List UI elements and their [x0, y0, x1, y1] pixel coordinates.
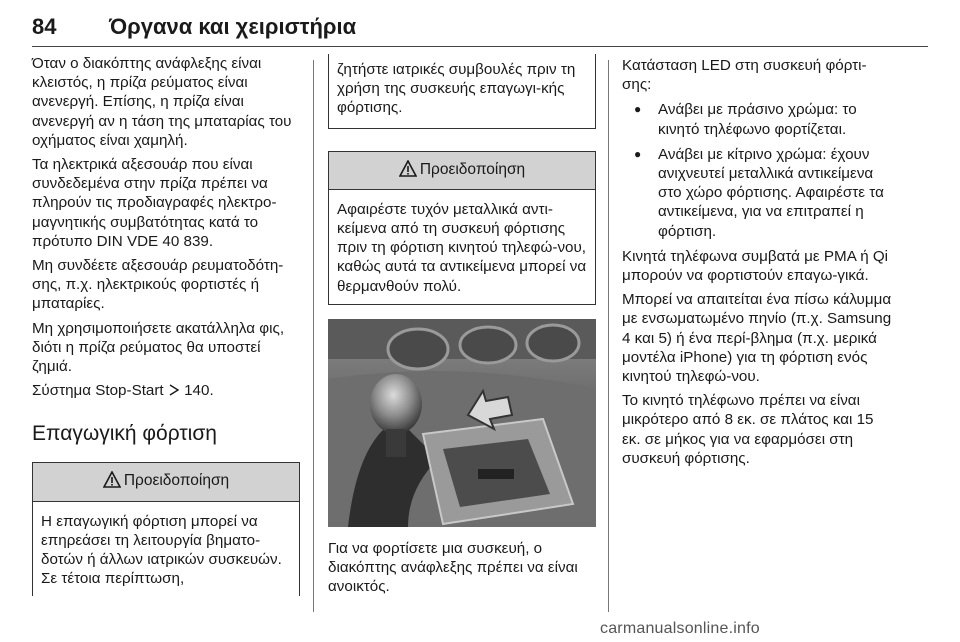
led-status-list [622, 100, 892, 240]
list-item: ● Ανάβει με πράσινο χρώμα: το κινητό τηλέφωνο φορτίζεται. [622, 100, 892, 138]
warning-header [33, 463, 299, 501]
warning-text: Η επαγωγική φόρτιση μπορεί να επηρεάσει τη λειτουργία βηματο-δοτών ή άλλων ιατρικών συσκευών. Σε τέτοια περίπτωση, [41, 512, 282, 588]
paragraph: Μη συνδέετε αξεσουάρ ρευματοδότη-σης, π.χ. ηλεκτρικούς φορτιστές ή μπαταρίες. [32, 257, 284, 313]
column-right [622, 56, 892, 473]
warning-continued: ζητήστε ιατρικές συμβουλές πριν τη χρήση της συσκευής επαγωγι-κής φόρτισης. [328, 54, 596, 129]
section-heading: Επαγωγική φόρτιση [32, 422, 217, 446]
page-number: 84 [32, 14, 57, 39]
watermark-text: carmanualsonline.info [600, 620, 760, 637]
charging-tray-photo [328, 319, 596, 527]
warning-triangle-icon [103, 471, 121, 493]
photo-caption: Για να φορτίσετε μια συσκευή, ο διακόπτης ανάφλεξης πρέπει να είναι ανοικτός. [328, 539, 578, 596]
column-divider [608, 60, 609, 612]
warning-text: Αφαιρέστε τυχόν μεταλλικά αντι-κείμενα από τη συσκευή φόρτισης πριν τη φόρτιση κινητού τηλεφώ-νου, καθώς αυτά τα αντικείμενα μπορεί να θερμανθούν πολύ. [337, 200, 587, 295]
paragraph: Κατάσταση LED στη συσκευή φόρτι-σης: [622, 57, 867, 94]
page-link[interactable]: 140. [184, 382, 214, 400]
warning-box [328, 151, 596, 305]
paragraph: Το κινητό τηλέφωνο πρέπει να είναι μικρότερο από 8 εκ. σε πλάτος και 15 εκ. σε μήκος για να εφαρμόσει στη συσκευή φόρτισης. [622, 392, 874, 467]
paragraph: Κινητά τηλέφωνα συμβατά με PMA ή Qi μπορούν να φορτιστούν επαγω-γικά. [622, 247, 889, 285]
paragraph: Τα ηλεκτρικά αξεσουάρ που είναι συνδεδεμένα στην πρίζα πρέπει να πληρούν τις προδιαγραφές ηλεκτρο-μαγνητικής συμβατότητας κατά το πρότυπο DIN VDE 40 839. [32, 156, 277, 250]
warning-title: Προειδοποίηση [123, 472, 230, 490]
paragraph: Όταν ο διακόπτης ανάφλεξης είναι κλειστός, η πρίζα ρεύματος είναι ανενεργή. Επίσης, η πρίζα είναι ανενεργή αν η τάση της μπαταρίας του οχήματος είναι χαμηλή. [32, 55, 292, 149]
list-item: ● Ανάβει με κίτρινο χρώμα: έχουν ανιχνευτεί μεταλλικά αντικείμενα στο χώρο φόρτισης. Αφαιρέστε τα αντικείμενα, για να επιτραπεί η φόρτιση. [622, 145, 892, 241]
paragraph: Μπορεί να απαιτείται ένα πίσω κάλυμμα με ενσωματωμένο πηνίο (π.χ. Samsung 4 και 5) ή ένα περί-βλημα (π.χ. μερικά μοντέλα iPhone) για τη φόρτιση ενός κινητού τηλεφώ-νου. [622, 291, 892, 386]
crossref-text: Σύστημα Stop-Start [32, 382, 164, 400]
warning-triangle-icon [399, 160, 417, 182]
column-left [32, 54, 300, 596]
page-title: Όργανα και χειριστήρια [109, 14, 357, 39]
arrow-icon [168, 382, 184, 399]
column-middle [328, 58, 596, 601]
warning-title: Προειδοποίηση [419, 160, 526, 178]
paragraph-crossref [32, 381, 300, 400]
paragraph: Μη χρησιμοποιήσετε ακατάλληλα φις, διότι η πρίζα ρεύματος θα υποστεί ζημιά. [32, 319, 285, 376]
column-divider [313, 60, 314, 612]
warning-header [329, 152, 595, 190]
page-header [32, 10, 928, 47]
warning-box [32, 462, 300, 596]
